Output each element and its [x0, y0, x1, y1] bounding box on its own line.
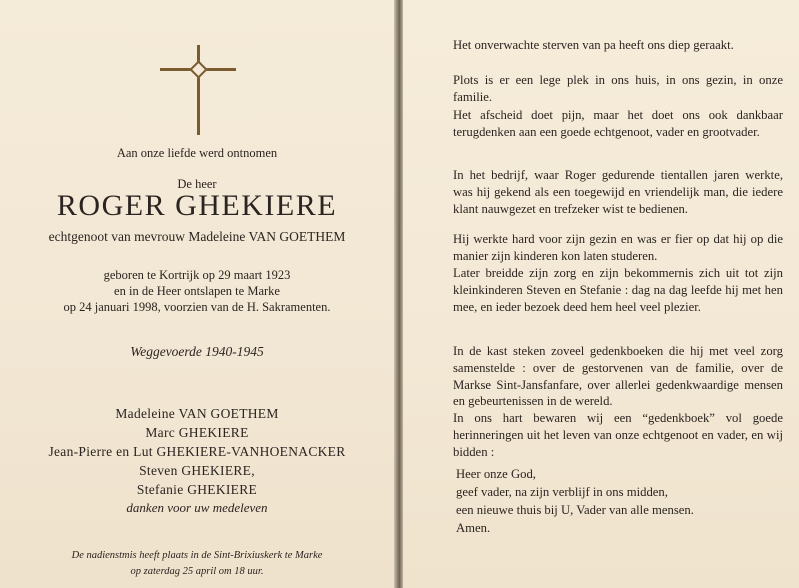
paragraph: Plots is er een lege plek in ons huis, in ons gezin, in onze familie. — [453, 73, 783, 104]
paragraph: Het afscheid doet pijn, maar het doet ons ook dankbaar terugdenken aan een goede echtgenoot, vader en grootvader. — [453, 108, 783, 139]
death-line-1: en in de Heer ontslapen te Marke — [114, 284, 280, 298]
paragraph: Later breidde zijn zorg en zijn bekommernis zich uit tot zijn kleinkinderen Steven en Stefanie : dag na dag leefde hij met hen mee, en ieder bezoek deed hem heel veel plezier. — [453, 266, 783, 314]
card-fold — [394, 0, 403, 588]
title-prefix: De heer — [177, 177, 217, 191]
left-page — [0, 0, 394, 588]
paragraph: Het onverwachte sterven van pa heeft ons diep geraakt. — [453, 38, 734, 52]
prayer-line: geef vader, na zijn verblijf in ons midden, — [456, 485, 668, 499]
paragraph: In ons hart bewaren wij een “gedenkboek” vol goede herinneringen uit het leven van onze echtgenoot en vader, en wij bidden : — [453, 411, 783, 459]
paragraph: In het bedrijf, waar Roger gedurende tientallen jaren werkte, was hij gekend als een toegewijd en vriendelijk man, die iedere klant nauwgezet en trefzeker wist te bedienen. — [453, 168, 783, 216]
family-member: Stefanie GHEKIERE — [136, 482, 258, 497]
prayer-line: een nieuwe thuis bij U, Vader van alle mensen. — [456, 503, 694, 517]
deceased-name: ROGER GHEKIERE — [56, 189, 338, 222]
cross-icon — [160, 45, 236, 135]
family-member: Marc GHEKIERE — [145, 425, 249, 440]
death-line-2: op 24 januari 1998, voorzien van de H. Sakramenten. — [63, 300, 331, 314]
prayer-line: Heer onze God, — [456, 467, 536, 481]
mass-line-2: op zaterdag 25 april om 18 uur. — [130, 566, 264, 577]
paragraph: In de kast steken zoveel gedenkboeken die hij met veel zorg samenstelde : over de gestorvenen van de familie, over de Markse Sint-Jansfanfare, over allerlei gedenkwaardige mensen en gebeurtenissen in de wereld. — [453, 344, 783, 409]
thanks-line: danken voor uw medeleven — [126, 500, 268, 515]
spouse-line: echtgenoot van mevrouw Madeleine VAN GOETHEM — [48, 229, 346, 244]
intro-text: Aan onze liefde werd ontnomen — [116, 146, 278, 160]
family-member: Jean-Pierre en Lut GHEKIERE-VANHOENACKER — [48, 444, 346, 459]
family-member: Madeleine VAN GOETHEM — [115, 406, 279, 421]
prayer-line: Amen. — [456, 521, 491, 535]
paragraph: Hij werkte hard voor zijn gezin en was er fier op dat hij op die manier zijn kinderen kon laten studeren. — [453, 232, 783, 263]
deported-line: Weggevoerde 1940-1945 — [130, 344, 264, 359]
birth-line: geboren te Kortrijk op 29 maart 1923 — [103, 268, 291, 282]
mass-line-1: De nadienstmis heeft plaats in de Sint-Brixiuskerk te Marke — [71, 550, 323, 561]
family-member: Steven GHEKIERE, — [139, 463, 255, 478]
right-page — [403, 0, 799, 588]
